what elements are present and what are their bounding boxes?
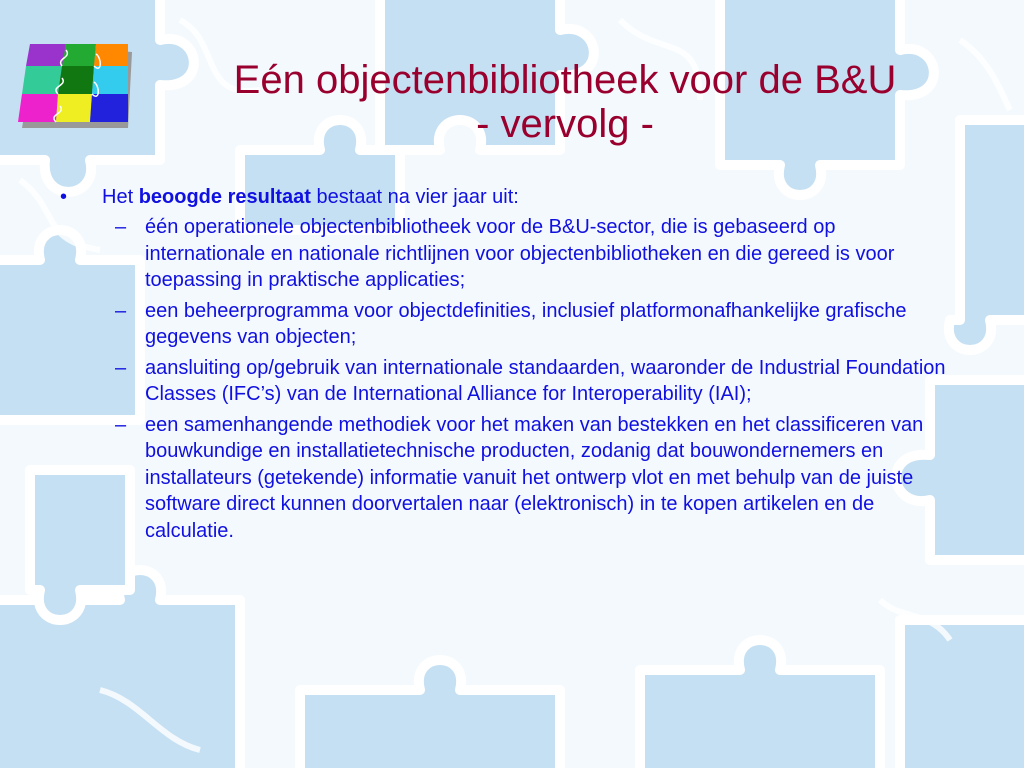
bullet-marker: • (60, 186, 68, 208)
sub-item (115, 355, 957, 408)
sub-item-text: een beheerprogramma voor objectdefinities, inclusief platformonafhankelijke grafische gegevens van objecten; (145, 299, 907, 348)
puzzle-logo-icon (16, 40, 134, 132)
bullet-text-after: bestaat na vier jaar uit: (310, 186, 519, 208)
sub-item-text: een samenhangende methodiek voor het maken van bestekken en het classificeren van bouwkundige en installatietechnische producten, zodanig dat bouwondernemers en installateurs (getekende) informatie vanuit het ontwerp vlot en met behulp van de juiste software direct kunnen doorvertalen naar (elektronisch) in te kopen artikelen en de calculatie. (145, 413, 924, 542)
sub-item (115, 214, 957, 294)
slide-title-line1: Eén objectenbibliotheek voor de B&U (233, 58, 897, 102)
dash-marker: – (115, 216, 127, 238)
bullet-item (60, 184, 960, 210)
sub-item (115, 412, 957, 545)
sub-list (115, 214, 957, 544)
dash-marker: – (115, 356, 127, 379)
sub-item-text: aansluiting op/gebruik van internationale standaarden, waaronder de Industrial Foundation Classes (IFC’s) van de International Alliance for Interoperability (IAI); (145, 356, 946, 405)
sub-item-text: één operationele objectenbibliotheek voor de B&U-sector, die is gebaseerd op internationale en nationale richtlijnen voor objectenbibliotheken en die gereed is voor toepassing in praktische applicaties; (145, 216, 895, 291)
dash-marker: – (115, 299, 127, 322)
slide-content (60, 184, 960, 548)
sub-item (115, 298, 957, 351)
dash-marker: – (115, 413, 127, 436)
bullet-text-bold: beoogde resultaat (138, 186, 311, 208)
slide-title (150, 58, 980, 146)
slide-title-line2: - vervolg - (476, 102, 654, 146)
bullet-text-before: Het (102, 186, 139, 208)
